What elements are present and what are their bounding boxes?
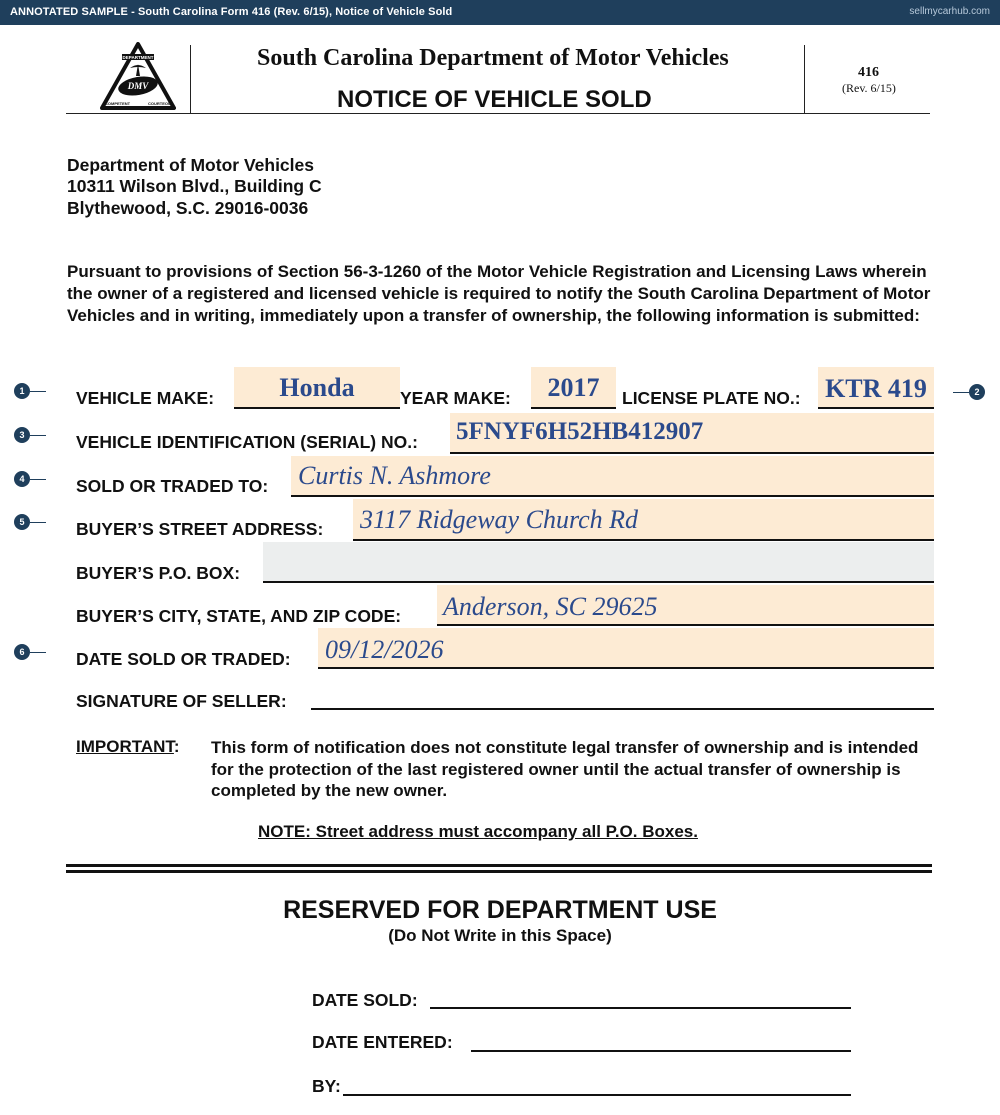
po-box-underline (263, 581, 934, 583)
city-state-zip-label: BUYER’S CITY, STATE, AND ZIP CODE: (76, 606, 402, 626)
annotation-marker-3: 3 (14, 427, 30, 443)
logo-left-text: COMPETENT (105, 101, 131, 106)
annotation-marker-1: 1 (14, 383, 30, 399)
form-number: 416 (858, 65, 879, 80)
year-make-label: YEAR MAKE: (400, 388, 511, 408)
important-heading (76, 737, 180, 757)
date-sold-value: 09/12/2026 (325, 635, 444, 664)
important-text (211, 737, 931, 802)
vin-value: 5FNYF6H52HB412907 (456, 418, 704, 445)
annotation-marker-6: 6 (14, 644, 30, 660)
date-sold-label: DATE SOLD OR TRADED: (76, 649, 291, 669)
sold-to-label: SOLD OR TRADED TO: (76, 476, 269, 496)
annotation-leader-6 (30, 652, 46, 653)
sold-to-value: Curtis N. Ashmore (298, 461, 491, 490)
city-state-zip-value: Anderson, SC 29625 (443, 592, 658, 621)
banner-title: ANNOTATED SAMPLE - South Carolina Form 416 (Rev. 6/15), Notice of Vehicle Sold (10, 6, 453, 18)
street-value: 3117 Ridgeway Church Rd (360, 505, 639, 534)
year-make-value: 2017 (547, 373, 600, 402)
annotation-leader-2 (953, 392, 969, 393)
vin-label: VEHICLE IDENTIFICATION (SERIAL) NO.: (76, 432, 418, 452)
city-state-zip-underline (437, 624, 934, 626)
annotation-marker-4: 4 (14, 471, 30, 487)
reserved-by-label: BY: (312, 1076, 341, 1096)
annotation-leader-3 (30, 435, 46, 436)
vin-underline (450, 452, 934, 454)
street-underline (353, 539, 934, 541)
important-label: IMPORTANT (76, 737, 174, 756)
agency-name: South Carolina Department of Motor Vehicles (257, 45, 729, 71)
license-plate-label: LICENSE PLATE NO.: (622, 388, 801, 408)
reserved-date-sold-line (430, 1007, 851, 1009)
important-body: This form of notification does not constitute legal transfer of ownership and is intended for the protection of the last registered owner until the actual transfer of ownership is completed by the new owner. (211, 738, 919, 800)
address-line-3: Blythewood, S.C. 29016-0036 (67, 198, 309, 218)
reserved-by-line (343, 1094, 851, 1096)
header-divider-left (190, 45, 191, 113)
header-rule (66, 113, 930, 114)
license-plate-value: KTR 419 (825, 374, 927, 403)
date-sold-underline (318, 667, 934, 669)
vehicle-make-underline (234, 407, 400, 409)
vehicle-make-label: VEHICLE MAKE: (76, 388, 215, 408)
license-plate-underline (818, 407, 934, 409)
banner-site-link[interactable]: sellmycarhub.com (909, 6, 990, 17)
annotation-leader-5 (30, 522, 46, 523)
sold-to-underline (291, 495, 934, 497)
reserved-date-entered-label: DATE ENTERED: (312, 1032, 453, 1052)
intro-paragraph: Pursuant to provisions of Section 56-3-1260 of the Motor Vehicle Registration and Licensing Laws wherein the owner of a registered and licensed vehicle is required to notify the South Carolina Department of Motor Vehicles and in writing, immediately upon a transfer of ownership, the following information is submitted: (67, 262, 931, 325)
po-box-label: BUYER’S P.O. BOX: (76, 563, 241, 583)
form-title: NOTICE OF VEHICLE SOLD (337, 86, 652, 113)
double-rule-bottom (66, 870, 932, 873)
annotation-banner (0, 0, 1000, 25)
signature-underline (311, 708, 934, 710)
signature-label: SIGNATURE OF SELLER: (76, 691, 287, 711)
important-colon: : (173, 737, 180, 756)
form-revision: (Rev. 6/15) (842, 81, 896, 95)
reserved-title: RESERVED FOR DEPARTMENT USE (283, 896, 717, 924)
annotation-marker-5: 5 (14, 514, 30, 530)
address-line-1: Department of Motor Vehicles (67, 155, 314, 175)
reserved-date-sold-label: DATE SOLD: (312, 990, 418, 1010)
annotation-marker-2: 2 (969, 384, 985, 400)
po-box-field[interactable] (263, 542, 934, 581)
logo-mark-text: DMV (127, 81, 149, 91)
logo-right-text: COURTEOUS (148, 101, 174, 106)
double-rule-top (66, 864, 932, 867)
note-text: NOTE: Street address must accompany all P.O. Boxes. (258, 822, 698, 841)
scdmv-logo (100, 42, 176, 112)
header-divider-right (804, 45, 805, 113)
vehicle-make-value: Honda (279, 373, 355, 402)
reserved-date-entered-line (471, 1050, 851, 1052)
street-label: BUYER’S STREET ADDRESS: (76, 519, 324, 539)
signature-field[interactable] (311, 680, 934, 708)
reserved-subtitle: (Do Not Write in this Space) (388, 926, 612, 945)
address-line-2: 10311 Wilson Blvd., Building C (67, 176, 322, 196)
logo-top-text: DEPARTMENT (122, 55, 154, 60)
annotation-leader-1 (30, 391, 46, 392)
annotation-leader-4 (30, 479, 46, 480)
year-make-underline (531, 407, 616, 409)
